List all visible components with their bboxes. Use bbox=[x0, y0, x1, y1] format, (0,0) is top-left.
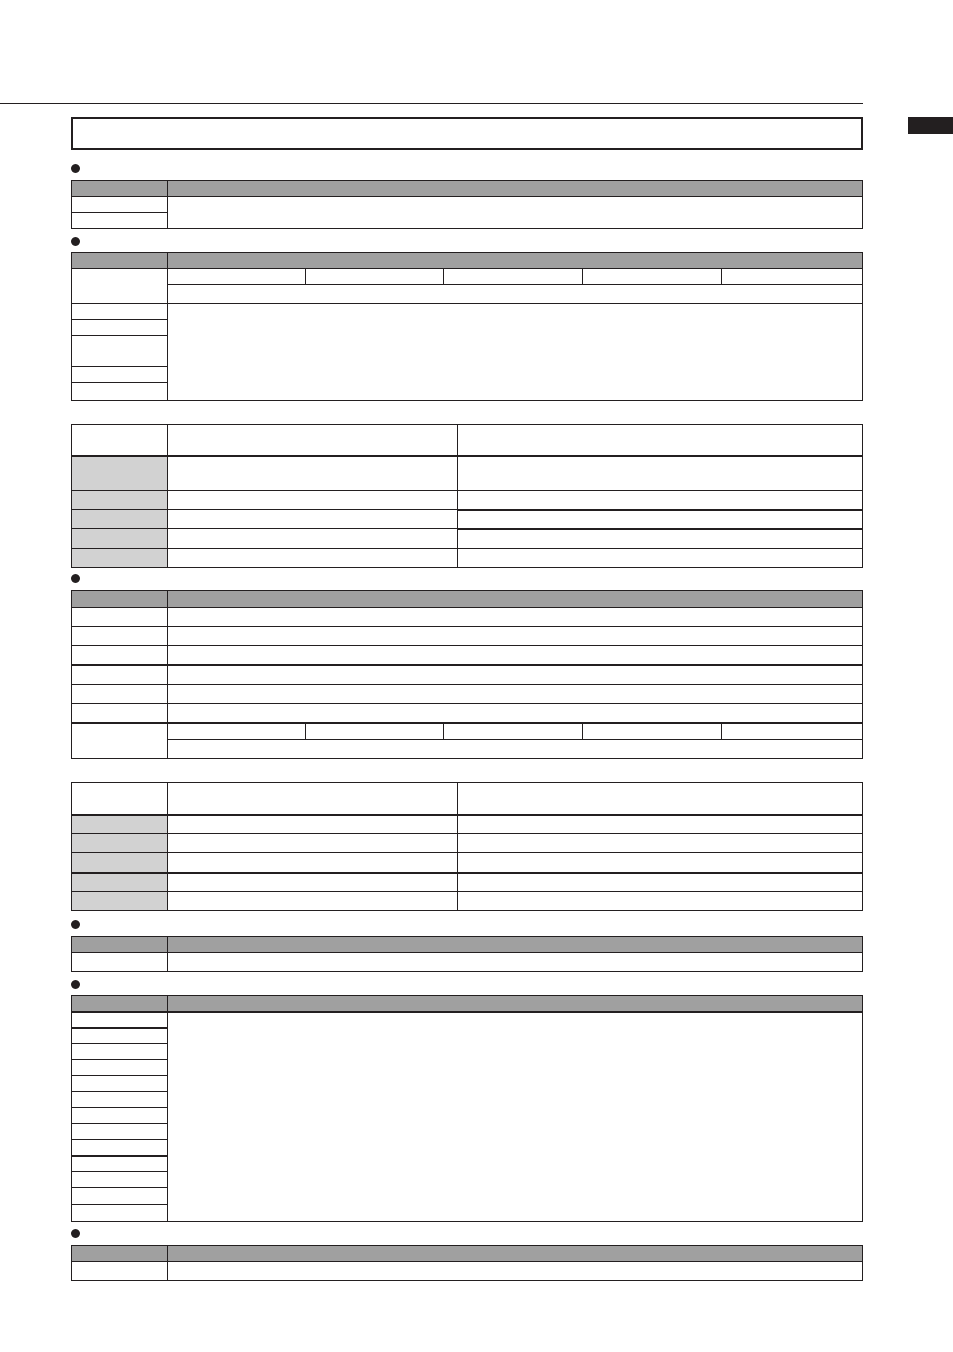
table-cell bbox=[305, 268, 444, 285]
table-cell bbox=[71, 833, 168, 853]
table-cell bbox=[167, 952, 863, 972]
table-cell bbox=[71, 268, 168, 304]
table-cell bbox=[71, 1123, 168, 1140]
table-cell bbox=[167, 852, 458, 873]
table-header-cell bbox=[167, 590, 863, 608]
table-header-cell bbox=[167, 252, 863, 269]
table-cell bbox=[167, 284, 863, 304]
table-cell bbox=[71, 490, 168, 510]
table-cell bbox=[457, 455, 863, 491]
table-cell bbox=[71, 1091, 168, 1108]
table-cell bbox=[457, 782, 863, 815]
table-cell bbox=[582, 722, 722, 740]
table-cell bbox=[71, 382, 168, 401]
table-cell bbox=[71, 626, 168, 646]
table-header-cell bbox=[71, 590, 168, 608]
table-cell bbox=[457, 833, 863, 853]
table-cell bbox=[167, 1261, 863, 1281]
table-cell bbox=[457, 528, 863, 549]
spec-table-5 bbox=[71, 995, 863, 1222]
table-cell bbox=[71, 319, 168, 336]
table-cell bbox=[71, 509, 168, 529]
table-cell bbox=[457, 872, 863, 892]
table-cell bbox=[167, 833, 458, 853]
table-cell bbox=[71, 782, 168, 815]
section-bullet-2 bbox=[71, 237, 80, 246]
table-cell bbox=[167, 684, 863, 704]
table-cell bbox=[71, 303, 168, 320]
table-cell bbox=[71, 1027, 168, 1044]
section-bullet-3 bbox=[71, 574, 80, 583]
section-bullet-1 bbox=[71, 164, 80, 173]
table-cell bbox=[457, 424, 863, 456]
table-cell bbox=[71, 1204, 168, 1222]
table-cell bbox=[71, 664, 168, 685]
section-bullet-6 bbox=[71, 1229, 80, 1238]
table-cell bbox=[457, 509, 863, 529]
table-cell bbox=[457, 490, 863, 510]
table-cell bbox=[167, 490, 458, 510]
table-cell bbox=[167, 664, 863, 685]
table-cell bbox=[582, 268, 722, 285]
table-cell bbox=[167, 509, 458, 529]
table-cell bbox=[167, 303, 863, 401]
table-cell bbox=[443, 268, 583, 285]
table-header-cell bbox=[167, 1245, 863, 1262]
table-header-cell bbox=[167, 995, 863, 1012]
table-cell bbox=[71, 722, 168, 759]
table-cell bbox=[167, 814, 458, 834]
matrix-table-1 bbox=[71, 424, 863, 568]
table-cell bbox=[167, 196, 863, 229]
table-cell bbox=[167, 528, 458, 549]
table-cell bbox=[71, 1107, 168, 1124]
table-cell bbox=[721, 268, 863, 285]
table-cell bbox=[71, 1155, 168, 1172]
table-cell bbox=[167, 607, 863, 627]
table-cell bbox=[71, 1261, 168, 1281]
spec-table-4 bbox=[71, 936, 863, 972]
table-cell bbox=[721, 722, 863, 740]
table-cell bbox=[71, 872, 168, 892]
table-cell bbox=[167, 424, 458, 456]
table-cell bbox=[167, 872, 458, 892]
matrix-table-2 bbox=[71, 782, 863, 911]
section-bullet-5 bbox=[71, 980, 80, 989]
table-cell bbox=[71, 424, 168, 456]
table-cell bbox=[71, 196, 168, 213]
table-cell bbox=[457, 814, 863, 834]
table-cell bbox=[71, 1011, 168, 1028]
table-cell bbox=[71, 335, 168, 367]
table-header-cell bbox=[167, 180, 863, 197]
table-cell bbox=[167, 739, 863, 759]
table-cell bbox=[443, 722, 583, 740]
table-header-cell bbox=[71, 1245, 168, 1262]
table-cell bbox=[457, 852, 863, 873]
header-rule bbox=[0, 103, 863, 104]
table-cell bbox=[71, 1139, 168, 1156]
table-cell bbox=[71, 952, 168, 972]
table-cell bbox=[167, 891, 458, 911]
table-cell bbox=[71, 814, 168, 834]
table-header-cell bbox=[71, 252, 168, 269]
table-cell bbox=[167, 703, 863, 723]
table-cell bbox=[71, 684, 168, 704]
section-bullet-4 bbox=[71, 920, 80, 929]
table-cell bbox=[167, 455, 458, 491]
spec-table-1 bbox=[71, 180, 863, 229]
table-cell bbox=[71, 1187, 168, 1205]
table-cell bbox=[71, 891, 168, 911]
table-cell bbox=[167, 645, 863, 665]
table-cell bbox=[71, 703, 168, 723]
table-cell bbox=[167, 626, 863, 646]
table-cell bbox=[71, 548, 168, 568]
table-cell bbox=[167, 782, 458, 815]
table-cell bbox=[71, 366, 168, 383]
table-cell bbox=[71, 852, 168, 873]
table-cell bbox=[71, 1075, 168, 1092]
table-header-cell bbox=[167, 936, 863, 953]
table-cell bbox=[71, 455, 168, 491]
table-cell bbox=[305, 722, 444, 740]
table-cell bbox=[71, 645, 168, 665]
spec-table-2 bbox=[71, 252, 863, 401]
table-header-cell bbox=[71, 180, 168, 197]
table-header-cell bbox=[71, 936, 168, 953]
table-cell bbox=[167, 268, 306, 285]
table-cell bbox=[457, 548, 863, 568]
table-cell bbox=[167, 1011, 863, 1222]
section-tab bbox=[908, 117, 953, 134]
table-cell bbox=[71, 607, 168, 627]
table-cell bbox=[167, 548, 458, 568]
table-cell bbox=[71, 212, 168, 229]
spec-table-6 bbox=[71, 1245, 863, 1281]
table-cell bbox=[71, 1059, 168, 1076]
spec-table-3 bbox=[71, 590, 863, 759]
page-title-box bbox=[71, 117, 863, 150]
table-cell bbox=[71, 528, 168, 549]
table-cell bbox=[71, 1043, 168, 1060]
table-cell bbox=[167, 722, 306, 740]
table-cell bbox=[457, 891, 863, 911]
table-header-cell bbox=[71, 995, 168, 1012]
table-cell bbox=[71, 1171, 168, 1188]
